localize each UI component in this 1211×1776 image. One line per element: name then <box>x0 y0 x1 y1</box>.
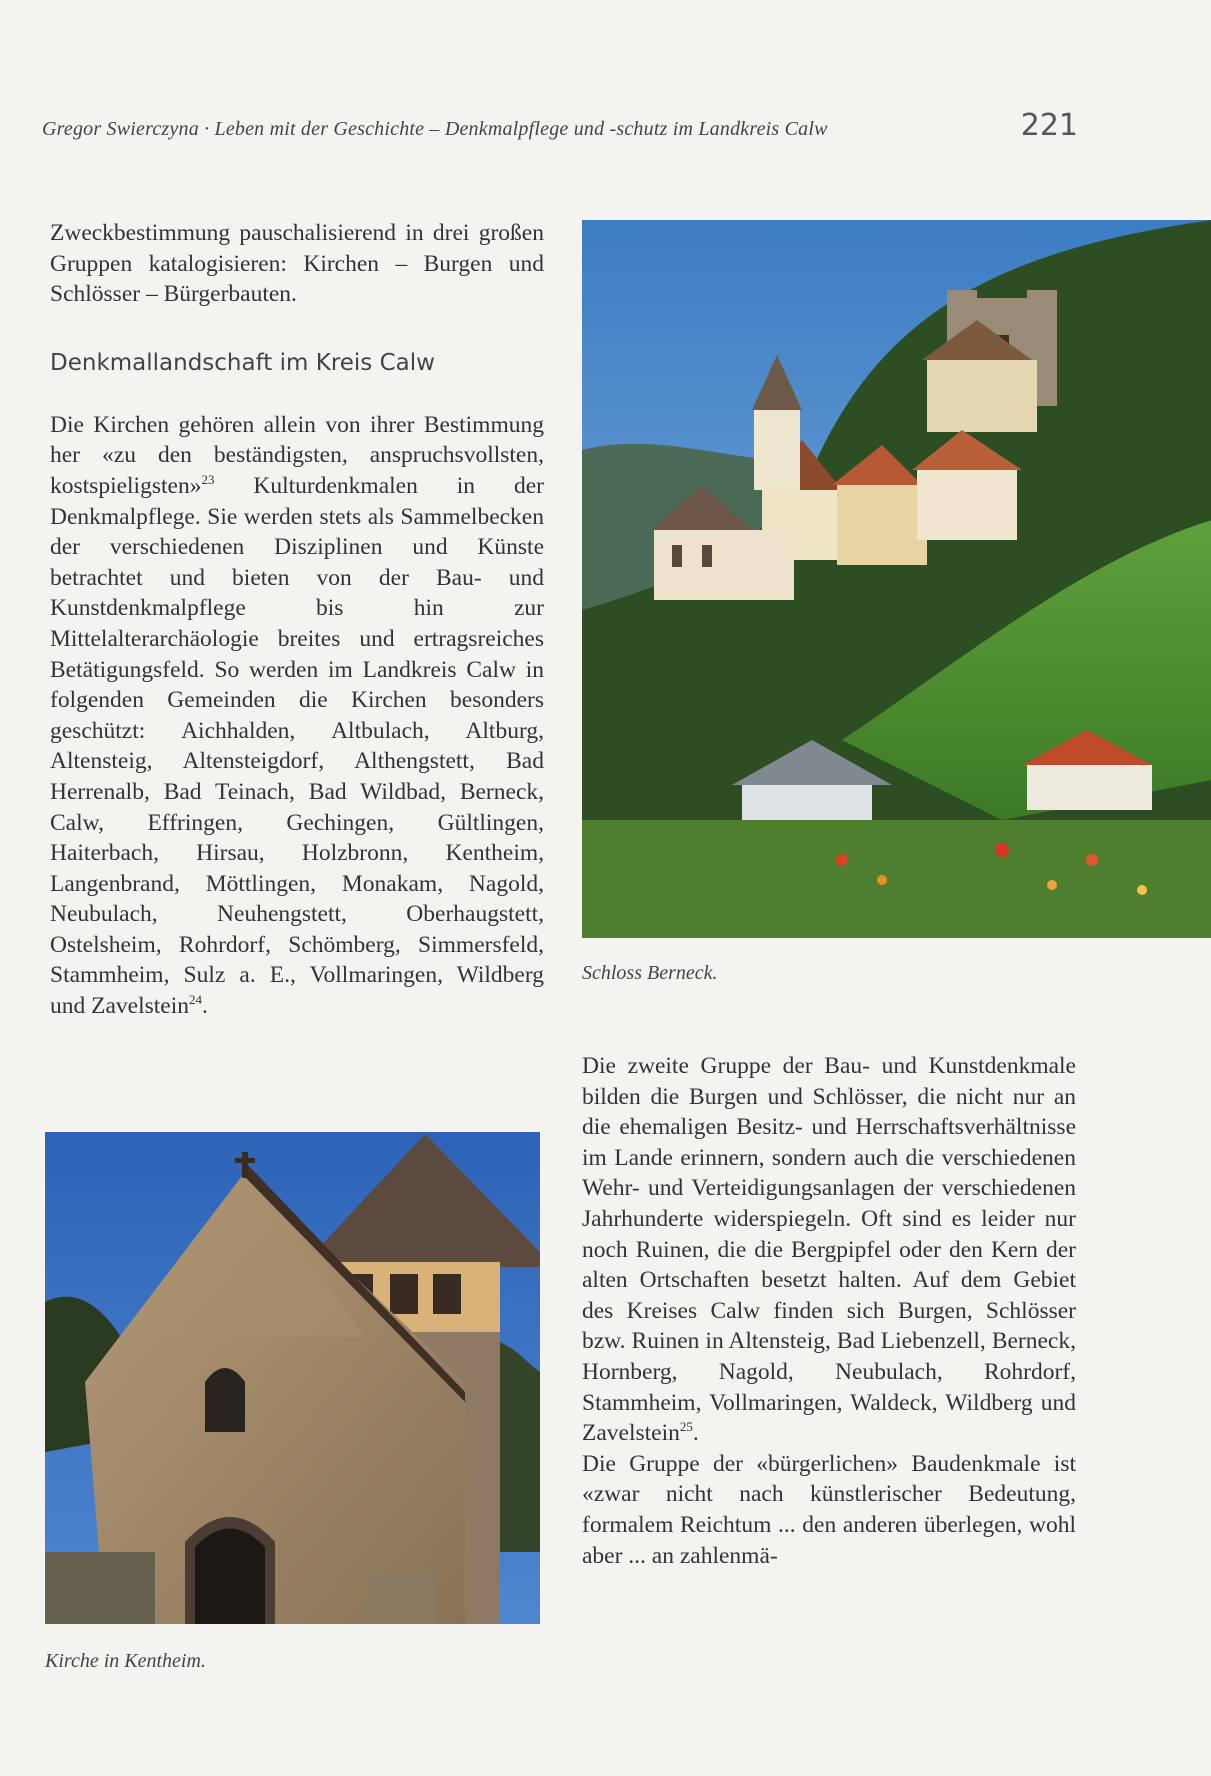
right-column <box>582 1051 1076 1571</box>
church-photo <box>45 1132 540 1624</box>
castle-photo <box>582 220 1211 938</box>
intro-paragraph: Zweckbestimmung pauschalisierend in drei großen Gruppen katalogisieren: Kirchen – Burgen und Schlösser – Bürgerbauten. <box>50 220 544 308</box>
running-header <box>42 108 1082 152</box>
section-heading: Denkmallandschaft im Kreis Calw <box>50 349 435 376</box>
castles-text: Die zweite Gruppe der Bau- und Kunstdenkmale bilden die Burgen und Schlösser, die nicht nur an die ehemaligen Besitz- und Herrschaftsverhältnisse im Lande erinnern, sondern auch die verschiedenen Wehr- und Verteidigungsanlagen der verschiedenen Jahrhunderte widerspiegeln. Oft sind es leider nur noch Ruinen, die die Bergpipfel oder den Kern der alten Ortschaften besetzt halten. Auf dem Gebiet des Kreises Calw finden sich Burgen, Schlösser bzw. Ruinen in Altensteig, Bad Liebenzell, Berneck, Hornberg, Nagold, Neubulach, Rohrdorf, Stammheim, Vollmaringen, Waldeck, Wildberg und Zavelstein <box>582 1053 1076 1447</box>
footnote-25: 25 <box>679 1419 693 1435</box>
civic-paragraph: Die Gruppe der «bürgerlichen» Baudenkmale ist «zwar nicht nach künstlerischer Bedeutung, formalem Reichtum ... den anderen überlegen, wohl aber ... an zahlenmä- <box>582 1450 1076 1569</box>
left-column <box>50 218 544 1022</box>
churches-text-1: Die Kirchen gehören allein von ihrer Bestimmung her «zu den beständigsten, anspruchsvollsten, kostspieligsten» <box>50 411 544 499</box>
church-caption: Kirche in Kentheim. <box>45 1650 206 1672</box>
churches-text-2: Kulturdenkmalen in der Denkmalpflege. Sie werden stets als Sammelbecken der verschiedenen Disziplinen und Künste betrachtet und bieten von der Bau- und Kunstdenkmalpflege bis hin zur Mittelalterarchäologie breites und ertragsreiches Betätigungsfeld. So werden im Landkreis Calw in folgenden Gemeinden die Kirchen besonders geschützt: Aichhalden, Altbulach, Altburg, Altensteig, Altensteigdorf, Althengstett, Bad Herrenalb, Bad Teinach, Bad Wildbad, Berneck, Calw, Effringen, Gechingen, Gültlingen, Haiterbach, Hirsau, Holzbronn, Kentheim, Langenbrand, Möttlingen, Monakam, Nagold, Neubulach, Neuhengstett, Oberhaugstett, Ostelsheim, Rohrdorf, Schömberg, Simmersfeld, Stammheim, Sulz a. E., Vollmaringen, Wildberg und Zavelstein <box>50 472 544 1020</box>
footnote-24: 24 <box>189 992 203 1008</box>
running-head: Gregor Swierczyna · Leben mit der Geschichte – Denkmalpflege und -schutz im Landkreis Calw <box>42 118 828 140</box>
churches-text-end: . <box>202 993 208 1020</box>
churches-paragraph <box>50 410 544 1022</box>
castle-illustration <box>582 220 1211 938</box>
castles-paragraph <box>582 1051 1076 1449</box>
footnote-23: 23 <box>201 472 215 488</box>
church-illustration <box>45 1132 540 1624</box>
page-number: 221 <box>1020 108 1078 143</box>
castles-text-end: . <box>692 1420 699 1447</box>
castle-caption: Schloss Berneck. <box>582 962 718 984</box>
